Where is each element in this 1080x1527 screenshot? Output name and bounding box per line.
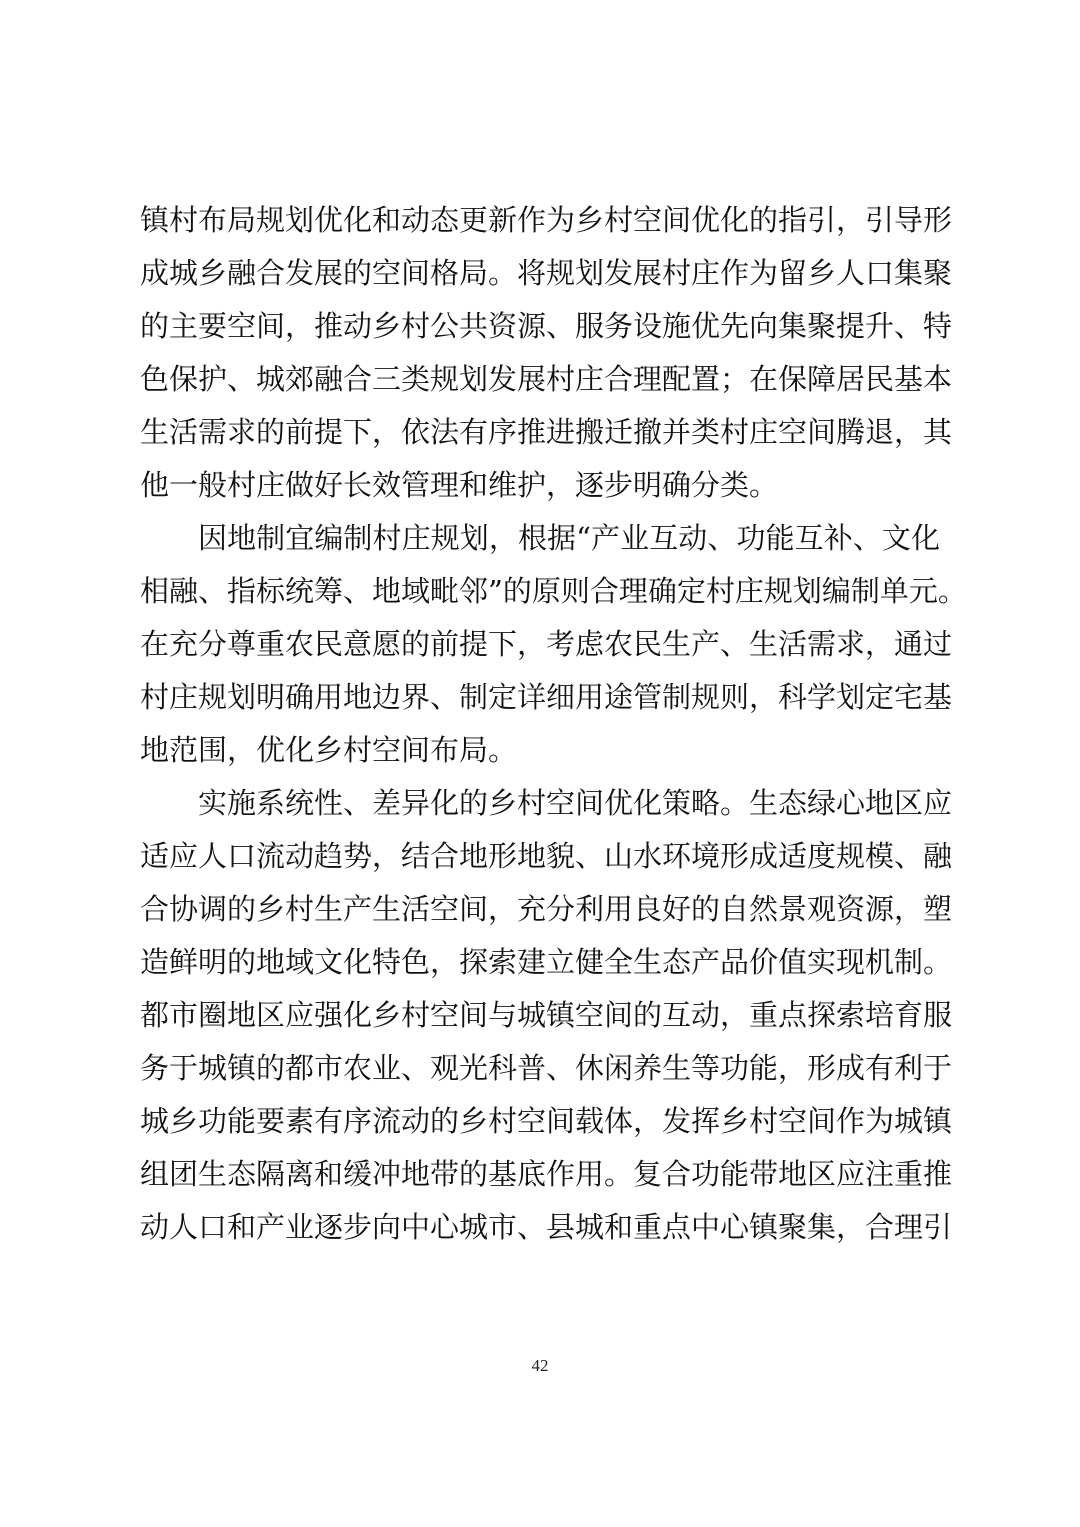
- text-line: 因地制宜编制村庄规划，根据“产业互动、功能互补、文化: [198, 521, 940, 555]
- text-line: 镇村布局规划优化和动态更新作为乡村空间优化的指引，引导形: [140, 203, 953, 237]
- text-line: 适应人口流动趋势，结合地形地貌、山水环境形成适度规模、融: [140, 839, 953, 873]
- text-line: 生活需求的前提下，依法有序推进搬迁撤并类村庄空间腾退，其: [140, 415, 953, 449]
- paragraph-1: [140, 194, 953, 512]
- text-line: 合协调的乡村生产生活空间，充分利用良好的自然景观资源，塑: [140, 892, 953, 926]
- text-line: 的主要空间，推动乡村公共资源、服务设施优先向集聚提升、特: [140, 309, 953, 343]
- text-line: 相融、指标统筹、地域毗邻”的原则合理确定村庄规划编制单元。: [140, 574, 967, 608]
- text-line: 实施系统性、差异化的乡村空间优化策略。生态绿心地区应: [198, 786, 953, 820]
- page-number: 42: [531, 1356, 549, 1375]
- text-line: 造鲜明的地域文化特色，探索建立健全生态产品价值实现机制。: [140, 945, 953, 979]
- paragraph-2: [140, 512, 967, 777]
- text-line: 务于城镇的都市农业、观光科普、休闲养生等功能，形成有利于: [140, 1051, 953, 1085]
- text-line: 城乡功能要素有序流动的乡村空间载体，发挥乡村空间作为城镇: [140, 1104, 953, 1138]
- paragraph-3: [140, 777, 953, 1254]
- text-line: 组团生态隔离和缓冲地带的基底作用。复合功能带地区应注重推: [140, 1157, 953, 1191]
- text-line: 村庄规划明确用地边界、制定详细用途管制规则，科学划定宅基: [140, 680, 953, 714]
- text-line: 他一般村庄做好长效管理和维护，逐步明确分类。: [140, 468, 779, 502]
- body-text: [140, 194, 967, 1254]
- text-line: 都市圈地区应强化乡村空间与城镇空间的互动，重点探索培育服: [140, 998, 953, 1032]
- text-line: 在充分尊重农民意愿的前提下，考虑农民生产、生活需求，通过: [140, 627, 953, 661]
- text-line: 成城乡融合发展的空间格局。将规划发展村庄作为留乡人口集聚: [140, 256, 953, 290]
- text-line: 地范围，优化乡村空间布局。: [140, 733, 518, 767]
- text-line: 动人口和产业逐步向中心城市、县城和重点中心镇聚集，合理引: [140, 1210, 953, 1244]
- text-line: 色保护、城郊融合三类规划发展村庄合理配置；在保障居民基本: [140, 362, 953, 396]
